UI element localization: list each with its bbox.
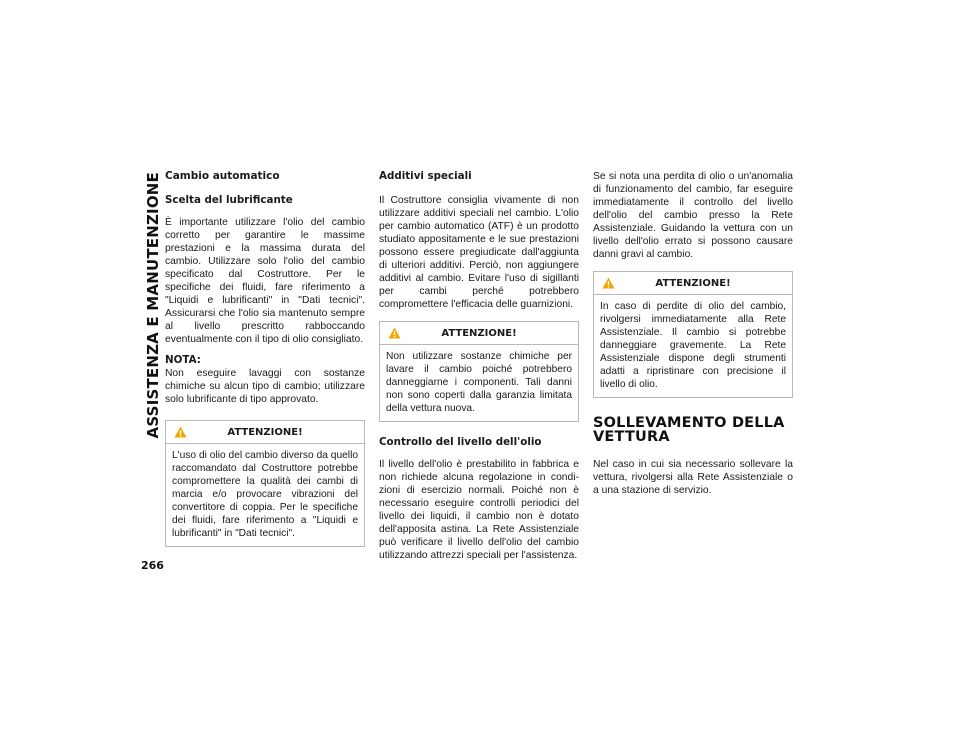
warning-text: Non utilizzare sostanze chimiche per lavare il cambio poiché potrebbero danneggiarne i componenti. Tali danni non sono coperti dalla garanzia limitata della vettura nuova. — [386, 351, 572, 414]
warning-header — [380, 322, 578, 345]
section-title-sollevamento: SOLLEVAMENTO DELLA VETTURA — [593, 415, 785, 445]
warning-title: ATTENZIONE! — [227, 426, 303, 438]
subtitle-controllo-livello: Controllo del livello dell'olio — [379, 436, 542, 448]
note-label: NOTA: — [165, 354, 201, 366]
warning-triangle-icon — [602, 277, 615, 289]
section-title-cambio: Cambio automatico — [165, 170, 280, 182]
warning-box-1 — [165, 420, 365, 547]
warning-title: ATTENZIONE! — [441, 327, 517, 339]
warning-header — [594, 272, 792, 295]
page-number: 266 — [141, 559, 164, 572]
warning-text: In caso di perdite di olio del cambio, rivolgersi immediatamente alla Rete Assistenziale. Il cambio si potrebbe danneggiare gravemente. La Rete Assistenziale dispone degli strumenti adatti a ripristinare con precisione il livello di olio. — [600, 301, 786, 390]
paragraph-lubrificante: È importante utilizzare l'olio del cambio corretto per garantire le massime prestazioni e la massima durata del cambio. Utilizzare solo l'olio del cambio specificato dal Costruttore. Per le specifiche dei fluidi, fare riferimento a "Liquidi e lubrificanti" in "Dati tecnici". Assicurarsi che l'olio sia mantenuto sempre al livello prescritto rabboccando eventualmente con il tipo di olio consigliato. — [165, 217, 365, 345]
subtitle-lubrificante: Scelta del lubrificante — [165, 194, 293, 206]
warning-text: L'uso di olio del cambio diverso da quello raccomandato dal Costruttore potrebbe compromettere la qualità dei cambi di marcia e/o provocare vibrazioni del convertitore di coppia. Per le specifiche dei fluidi, fare riferimento a "Liquidi e lubrificanti" in "Dati tecnici". — [172, 450, 358, 539]
warning-triangle-icon — [388, 327, 401, 339]
warning-box-2 — [379, 321, 579, 422]
paragraph-perdita-olio: Se si nota una perdita di olio o un'anomalia di funzionamento del cambio, far eseguire immediatamente il controllo del livello dell'olio del cambio presso la Rete Assistenziale. Guidando la vettura con un livello dell'olio errato si possono causare danni gravi al cambio. — [593, 171, 793, 260]
note-text: Non eseguire lavaggi con sostanze chimiche su alcun tipo di cambio; utilizzare solo lubrificante di tipo approvato. — [165, 368, 365, 405]
subtitle-additivi: Additivi speciali — [379, 170, 472, 182]
paragraph-additivi: Il Costruttore consiglia vivamente di non utilizzare additivi speciali nel cambio. L'olio per cambio automatico (ATF) è un prodotto studiato appositamente e le sue prestazioni possono essere pregiudicate dall'aggiunta di ulteriori additivi. Perciò, non aggiungere additivi al cambio. Evitare l'uso di sigillanti per cambi perché potrebbero compromettere l'efficacia delle guarnizioni. — [379, 195, 579, 310]
chapter-side-title — [141, 172, 165, 552]
column-1 — [165, 170, 365, 561]
column-2 — [379, 170, 579, 570]
paragraph-controllo-livello: Il livello dell'olio è prestabilito in fabbrica e non richiede alcuna regolazione in condizioni di esercizio normali. Poiché non è necessario eseguire controlli periodici del livello dei liquidi, il cambio non è dotato dell'apposita astina. La Rete Assistenziale può verificare il livello dell'olio del cambio utilizzando attrezzi speciali per l'assistenza. — [379, 459, 579, 561]
column-3 — [593, 170, 793, 505]
paragraph-sollevamento: Nel caso in cui sia necessario sollevare la vettura, rivolgersi alla Rete Assistenziale o a una stazione di servizio. — [593, 459, 793, 496]
chapter-title-text: ASSISTENZA E MANUTENZIONE — [144, 172, 162, 439]
warning-header — [166, 421, 364, 444]
warning-title: ATTENZIONE! — [655, 277, 731, 289]
warning-triangle-icon — [174, 426, 187, 438]
warning-box-3 — [593, 271, 793, 398]
